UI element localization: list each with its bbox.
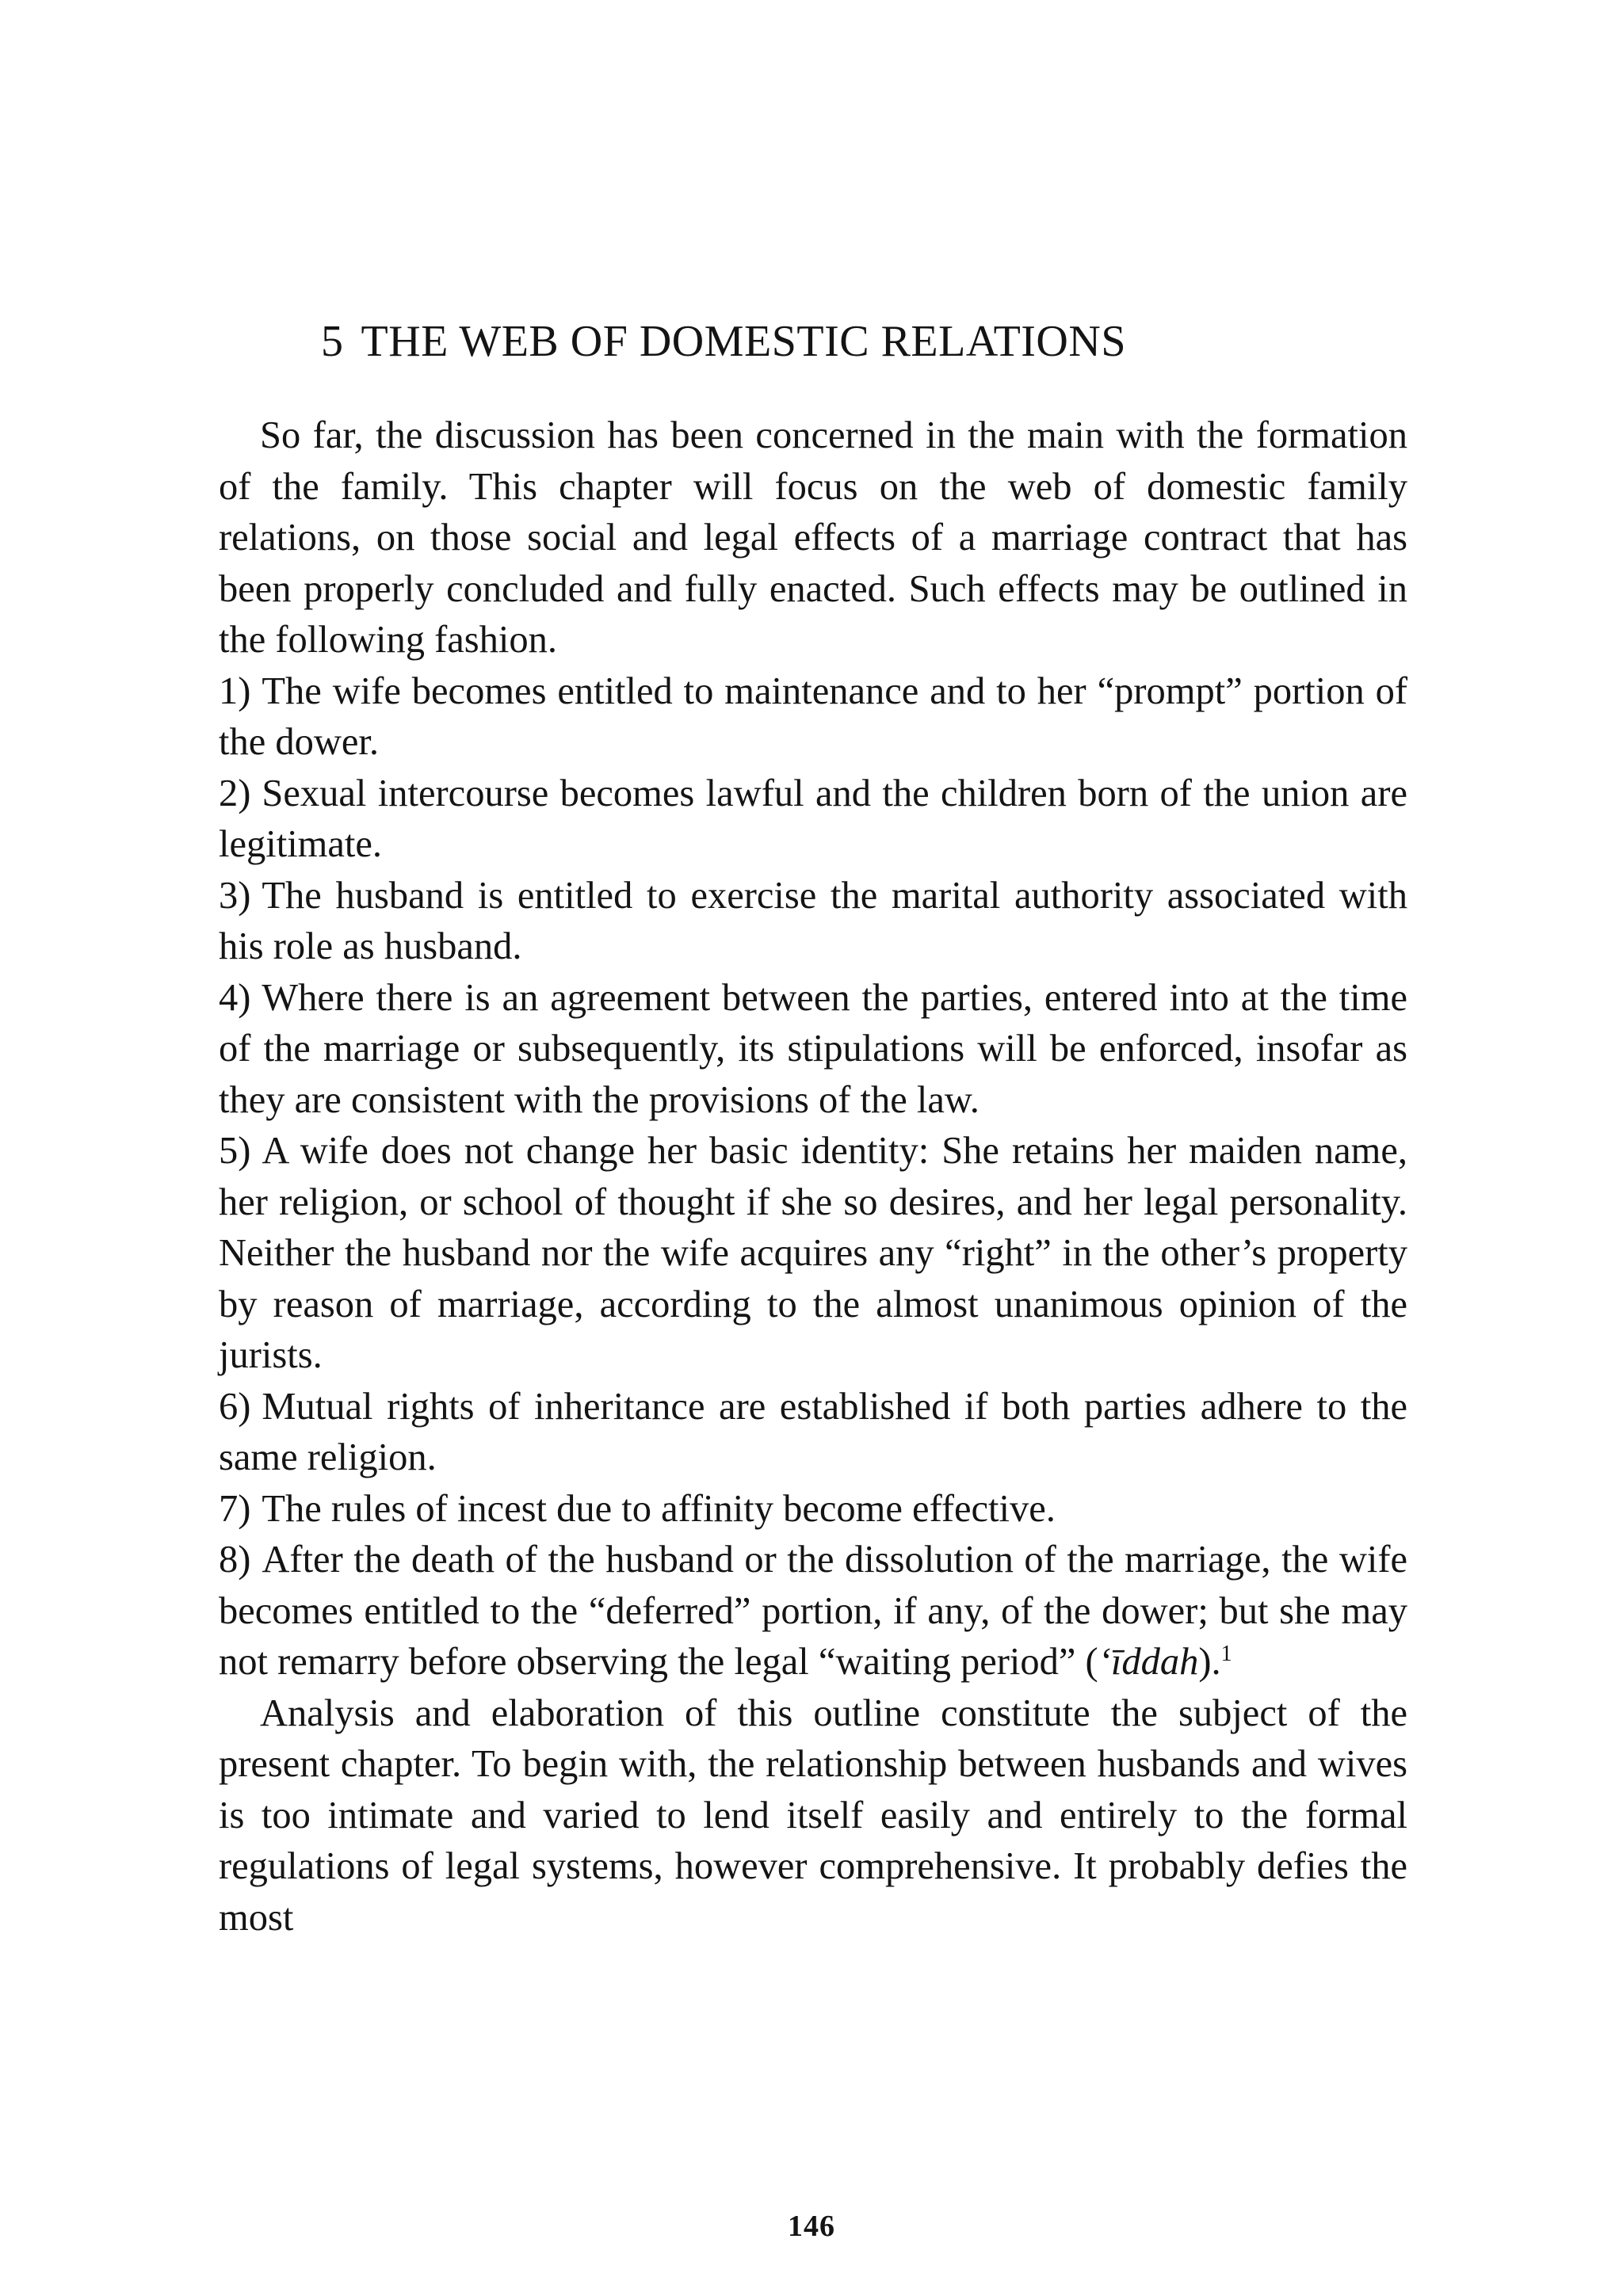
list-item-text: Where there is an agreement between the parties, entered into at the time of the marriage or subsequently, its stipulations will be enforced, insofar as they are consistent with the provisions of the law. <box>219 976 1407 1121</box>
chapter-heading <box>321 314 1351 369</box>
list-item <box>219 1126 1407 1382</box>
chapter-number: 5 <box>321 317 344 366</box>
closing-paragraph: Analysis and elaboration of this outline constitute the subject of the present chapter. To begin with, the relationship between husbands and wives is too intimate and varied to lend itself easily and entirely to the formal regulations of legal systems, however comprehensive. It probably defies the most <box>219 1691 1407 1939</box>
page-number: 146 <box>788 2210 835 2243</box>
list-item-text: The husband is entitled to exercise the marital authority associated with his role as husband. <box>219 874 1407 967</box>
footnote-reference[interactable]: 1 <box>1220 1641 1232 1666</box>
arabic-term: ‘īddah <box>1098 1641 1199 1683</box>
list-item-marker: 7) <box>219 1487 251 1530</box>
list-item-marker: 6) <box>219 1385 251 1428</box>
list-item <box>219 1382 1407 1484</box>
list-item-marker: 1) <box>219 669 251 712</box>
list-item <box>219 973 1407 1127</box>
list-item <box>219 769 1407 871</box>
list-item-text: After the death of the husband or the dissolution of the marriage, the wife becomes entitled to the “deferred” portion, if any, of the dower; but she may not remarry before observing the legal “waiting period” ( <box>219 1539 1407 1683</box>
list-item-text: A wife does not change her basic identity: She retains her maiden name, her religion, or school of thought if she so desires, and her legal personality. Neither the husband nor the wife acquires any “right” in the other’s property by reason of marriage, according to the almost unanimous opinion of the jurists. <box>219 1130 1407 1376</box>
body-text <box>219 410 1407 1943</box>
list-item-marker: 3) <box>219 874 251 917</box>
intro-paragraph: So far, the discussion has been concerned in the main with the formation of the family. This chapter will focus on the web of domestic family relations, on those social and legal effects of a marriage contract that has been properly concluded and fully enacted. Such effects may be outlined in the following fashion. <box>219 414 1407 661</box>
list-item-marker: 4) <box>219 976 251 1019</box>
list-item <box>219 871 1407 973</box>
chapter-title: THE WEB OF DOMESTIC RELATIONS <box>361 317 1126 366</box>
list-item <box>219 1535 1407 1688</box>
list-item-text: The wife becomes entitled to maintenance and to her “prompt” portion of the dower. <box>219 669 1407 763</box>
list-item-text-end: ). <box>1198 1641 1221 1683</box>
list-item-text: Mutual rights of inheritance are established if both parties adhere to the same religion. <box>219 1385 1407 1478</box>
list-item-text: Sexual intercourse becomes lawful and the children born of the union are legitimate. <box>219 772 1407 865</box>
list-item <box>219 1484 1407 1535</box>
list-item-marker: 8) <box>219 1539 251 1581</box>
list-item-text: The rules of incest due to affinity become effective. <box>262 1487 1056 1530</box>
list-item-marker: 2) <box>219 772 251 814</box>
list-item-marker: 5) <box>219 1130 251 1172</box>
list-item <box>219 666 1407 769</box>
